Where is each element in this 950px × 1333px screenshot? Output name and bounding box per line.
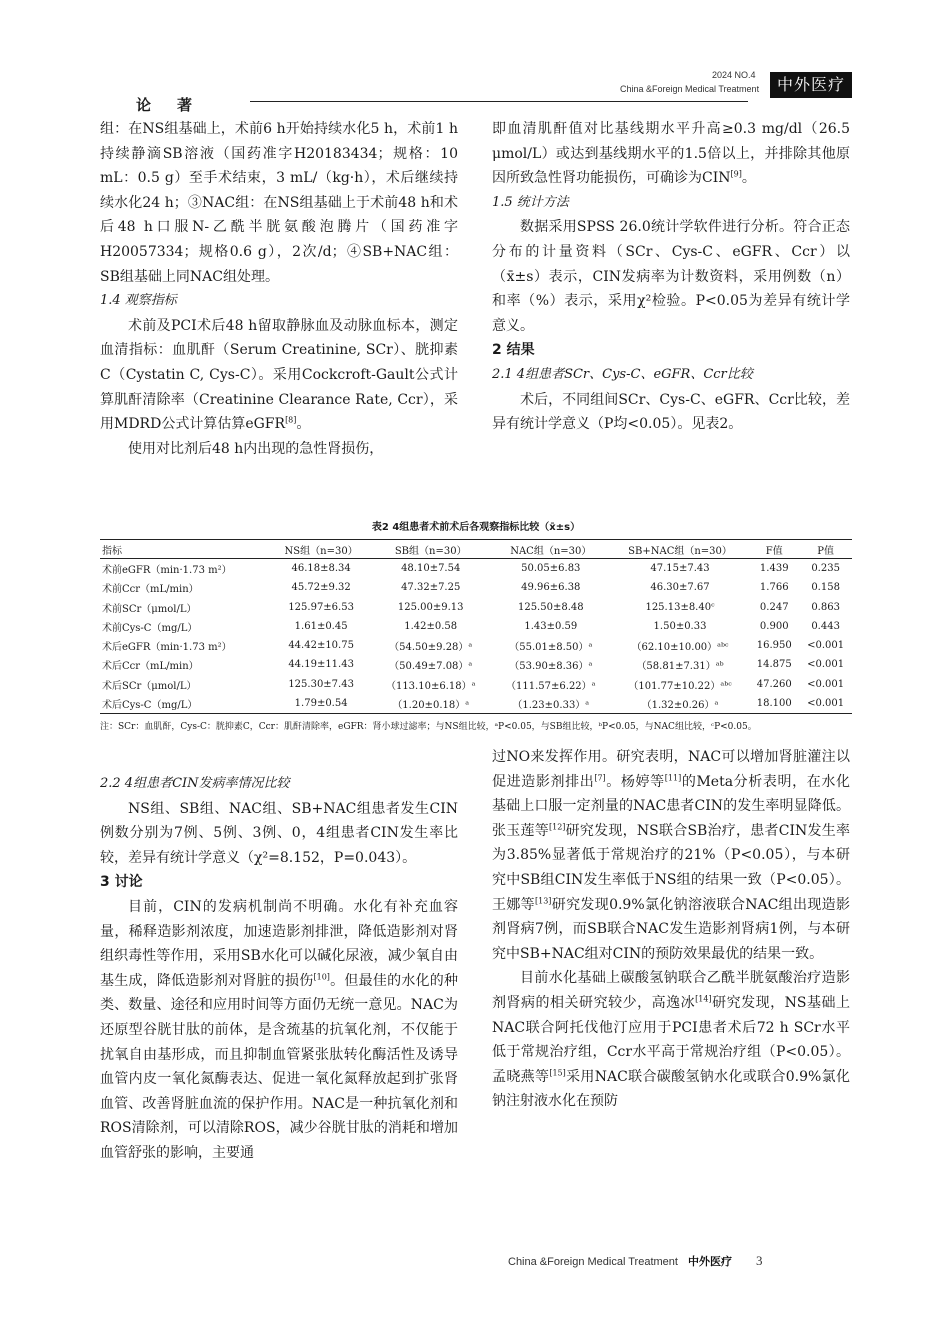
citation: [9] [730, 169, 742, 179]
paragraph-text: 研究发现，NS联合SB治疗，患者CIN发生率为3.85%显著低于常规治疗的21%（P<0.05），与本研究中SB组CIN发生率低于NS组的结果一致（P<0.05）。王娜等 [492, 822, 851, 913]
table-header-cell: SB+NAC组（n=30） [628, 545, 732, 557]
table-note: 注：SCr：血肌酐，Cys-C：胱抑素C，Ccr：肌酐清除率，eGFR：肾小球过滤率；与NS组比较，ᵃP<0.05，与SB组比较，ᵇP<0.05，与NAC组比较，ᶜP<0.05。 [100, 721, 757, 732]
table-cell: （111.57±6.22）ᵃ [506, 680, 596, 692]
table-cell: 1.61±0.45 [294, 620, 348, 632]
table-cell: （53.90±8.36）ᵃ [509, 661, 593, 673]
table-row-label: 术前Ccr（mL/min） [102, 584, 199, 596]
table-cell: 125.00±9.13 [397, 601, 464, 613]
table-header-cell: NAC组（n=30） [510, 545, 592, 557]
table-cell: 47.32±7.25 [401, 582, 461, 594]
paragraph-aki-definition: 使用对比剂后48 h内出现的急性肾损伤， [128, 440, 384, 457]
heading-3: 3 讨论 [100, 874, 143, 891]
table-row-label: 术后eGFR（min·1.73 m²） [102, 642, 232, 654]
heading-2-1: 2.1 4组患者SCr、Cys-C、eGFR、Ccr比较 [492, 366, 753, 382]
table-body [100, 559, 852, 713]
year-issue: 2024 NO.4 [712, 70, 756, 80]
journal-logo: 中外医疗 [770, 72, 852, 98]
paragraph-text: 术前及PCI术后48 h留取静脉血及动脉血标本，测定血清指标：血肌酐（Serum Creatinine, SCr）、胱抑素C（Cystatin C, Cys-C）。采用Cockcroft-Gault公式计算肌酐清除率（Creatinine Clearance Rate, Ccr），采用MDRD公式计算估算eGFR [100, 317, 458, 433]
citation: [14] [695, 994, 712, 1004]
paragraph-text: 。杨婷等 [605, 773, 665, 790]
table-cell: 46.18±8.34 [291, 563, 351, 575]
table-cell: 45.72±9.32 [291, 582, 351, 594]
table-cell: （62.10±10.00）ᵃᵇᶜ [631, 642, 729, 654]
table-cell: 0.443 [811, 620, 840, 632]
heading-1-5: 1.5 统计方法 [492, 194, 569, 210]
table-caption: 表2 4组患者术前术后各观察指标比较（x̄±s） [371, 522, 581, 533]
table-row-label: 术前eGFR（min·1.73 m²） [102, 565, 232, 577]
citation: [13] [535, 895, 552, 905]
table-cell: 44.42±10.75 [288, 640, 354, 652]
table-cell: （54.50±9.28）ᵃ [389, 642, 473, 654]
paragraph-text: 的Meta分析表明，在水化基础上口服一定剂量的NAC患者CIN的发生率明显降低。张玉莲等 [492, 773, 851, 839]
table-header-row [100, 540, 852, 559]
table-cell: 16.950 [756, 640, 792, 652]
table-cell: 46.30±7.67 [650, 582, 710, 594]
table-row-label: 术前SCr（μmol/L） [102, 603, 197, 615]
table-row-label: 术后Ccr（mL/min） [102, 661, 199, 673]
citation: [11] [664, 772, 682, 782]
paragraph-text: 即血清肌酐值对比基线期水平升高≥0.3 mg/dl（26.5 μmol/L）或达到基线期水平的1.5倍以上，并排除其他原因所致急性肾功能损伤，可确诊为CIN [492, 121, 850, 187]
paragraph-text: 。但最佳的水化的种类、数量、途径和应用时间等方面仍无统一意见。NAC为还原型谷胱甘肽的前体，是含巯基的抗氧化剂，不仅能于扰氧自由基形成，而且抑制血管紧张肽转化酶活性及诱导血管内皮一氧化氮酶表达、促进一氧化氮释放起到扩张肾血管、改善肾脏血流的保护作用。NAC是一种抗氧化剂和ROS清除剂，可以清除ROS，减少谷胱甘肽的消耗和增加血管舒张的影响，主要通 [100, 972, 459, 1161]
paragraph-text: 研究发现，NS基础上NAC联合阿托伐他汀应用于PCI患者术后72 h SCr水平低于常规治疗组，Ccr水平高于常规治疗组（P<0.05）。孟晓燕等 [492, 994, 851, 1085]
paragraph-text: 研究发现0.9%氯化钠溶液联合NAC组出现造影剂肾病7例，而SB联合NAC发生造影剂肾病1例，与本研究中SB+NAC组对CIN的预防效果最优的结果一致。 [492, 896, 851, 962]
left-column-top [100, 117, 458, 461]
table-row [100, 559, 852, 578]
table-cell: <0.001 [807, 678, 845, 690]
paragraph-text: 过NO来发挥作用。研究表明，NAC可以增加肾脏灌注以促进造影剂排出 [492, 749, 850, 790]
paragraph-statistics: 数据采用SPSS 26.0统计学软件进行分析。符合正态分布的计量资料（SCr、Cys-C、eGFR、Ccr）以（x̄±s）表示，CIN发病率为计数资料，采用例数（n）和率（%）表示，采用χ²检验。P<0.05为差异有统计学意义。 [492, 219, 850, 334]
table-header-cell: 指标 [102, 545, 122, 557]
table-cell: 1.439 [759, 563, 789, 575]
table-cell: 0.235 [811, 563, 840, 575]
paragraph-cin-definition [492, 117, 850, 191]
table-cell: 47.260 [756, 678, 792, 690]
table-cell: 1.766 [759, 582, 789, 594]
table-cell: <0.001 [807, 640, 845, 652]
citation: [8] [285, 415, 297, 425]
paragraph-text: 目前水化基础上碳酸氢钠联合乙酰半胱氨酸治疗造影剂肾病的相关研究较少，高逸冰 [492, 970, 850, 1011]
header-rule [250, 101, 748, 102]
table-cell: 1.43±0.59 [524, 620, 578, 632]
section-label: 论著 [136, 96, 219, 114]
paragraph-cin-incidence: NS组、SB组、NAC组、SB+NAC组患者发生CIN例数分别为7例、5例、3例、0，4组患者CIN发生率比较，差异有统计学意义（χ²=8.152，P=0.043）。 [100, 800, 458, 866]
table-row [100, 578, 852, 597]
table-row-label: 术后SCr（μmol/L） [102, 680, 197, 692]
paragraph-indicators [100, 314, 458, 437]
table-row [100, 597, 852, 616]
table-cell: （1.23±0.33）ᵃ [512, 699, 590, 711]
table-cell: （1.32±0.26）ᵃ [641, 699, 719, 711]
footer-journal-en: China &Foreign Medical Treatment [508, 1256, 678, 1268]
table-cell: 48.10±7.54 [401, 563, 461, 575]
table-cell: 0.158 [811, 582, 840, 594]
table-cell: <0.001 [807, 659, 845, 671]
right-column-top [492, 117, 850, 437]
table-cell: 14.875 [756, 659, 792, 671]
table-row [100, 675, 852, 694]
paragraph-results: 术后，不同组间SCr、Cys-C、eGFR、Ccr比较，差异有统计学意义（P均<0.05）。见表2。 [492, 391, 850, 433]
table-cell: 125.97±6.53 [288, 601, 354, 613]
table-cell: <0.001 [807, 697, 845, 709]
table-cell: 0.247 [759, 601, 789, 613]
page-header [100, 64, 852, 114]
table-header-cell: P值 [817, 545, 834, 557]
paragraph-text: 。 [296, 416, 311, 433]
table-cell: 125.13±8.40ᶜ [645, 601, 715, 613]
table-cell: 1.42±0.58 [404, 620, 458, 632]
results-table [100, 539, 852, 714]
citation: [10] [313, 972, 330, 982]
table-cell: （50.49±7.08）ᵃ [389, 661, 473, 673]
heading-2-2: 2.2 4组患者CIN发病率情况比较 [100, 776, 290, 791]
footer-journal-cn: 中外医疗 [687, 1255, 732, 1268]
table-cell: 125.30±7.43 [288, 678, 354, 690]
table-row-label: 术前Cys-C（mg/L） [102, 622, 198, 634]
heading-2: 2 结果 [492, 342, 535, 359]
table-cell: （101.77±10.22）ᵃᵇᶜ [628, 680, 732, 692]
table-cell: 18.100 [756, 697, 792, 709]
paragraph-text: 。 [741, 170, 756, 187]
table-cell: （58.81±7.31）ᵃᵇ [636, 661, 724, 673]
table-header-cell: NS组（n=30） [284, 545, 358, 557]
paragraph-discussion [100, 895, 458, 1166]
table-cell: 44.19±11.43 [288, 659, 354, 671]
table-cell: 125.50±8.48 [517, 601, 584, 613]
table-row [100, 655, 852, 674]
table-header-cell: SB组（n=30） [394, 545, 467, 557]
paragraph-current-research [492, 966, 850, 1114]
table-header-cell: F值 [765, 545, 783, 557]
table-cell: （113.10±6.18）ᵃ [385, 680, 476, 692]
heading-1-4: 1.4 观察指标 [100, 293, 177, 309]
table-row [100, 694, 852, 713]
table-cell: 0.863 [811, 601, 840, 613]
table-cell: 0.900 [759, 620, 789, 632]
table-row-label: 术后Cys-C（mg/L） [102, 699, 198, 711]
table-cell: 1.79±0.54 [294, 697, 348, 709]
paragraph-text: 目前，CIN的发病机制尚不明确。水化有补充血容量，稀释造影剂浓度，加速造影剂排泄，降低造影剂对肾组织毒性等作用，采用SB水化可以碱化尿液，减少氧自由基生成，降低造影剂对肾脏的损伤 [100, 898, 458, 989]
table-cell: 49.96±6.38 [521, 582, 581, 594]
table-cell: 1.50±0.33 [653, 620, 707, 632]
paragraph-discussion-cont [492, 745, 850, 966]
page-footer [508, 1253, 762, 1269]
table-cell: （1.20±0.18）ᵃ [392, 699, 470, 711]
page-number: 3 [755, 1253, 763, 1268]
paragraph-text: 采用NAC联合碳酸氢钠水化或联合0.9%氯化钠注射液水化在预防 [492, 1068, 851, 1110]
right-column-bottom [492, 745, 850, 1114]
table-cell: 50.05±6.83 [521, 563, 581, 575]
citation: [7] [594, 772, 606, 782]
table-cell: （55.01±8.50）ᵃ [509, 642, 593, 654]
left-column-bottom [100, 772, 458, 1166]
table-cell: 47.15±7.43 [650, 563, 710, 575]
table-row [100, 636, 852, 655]
paragraph-methods-groups: 组：在NS组基础上，术前6 h开始持续水化5 h，术前1 h持续静滴SB溶液（国药准字H20183434；规格：10 mL：0.5 g）至手术结束，3 mL/（kg·h），术后继续持续水化24 h；③NAC组：在NS组基础上于术前48 h和术后48 h口服N-乙酰半胱氨酸泡腾片（国药准字H20057334；规格0.6 g），2次/d；④SB+NAC组：SB组基础上同NAC组处理。 [100, 121, 458, 285]
citation: [12] [548, 822, 566, 832]
journal-name-en: China &Foreign Medical Treatment [620, 84, 760, 94]
table-2 [100, 518, 852, 736]
citation: [15] [549, 1068, 566, 1078]
table-row [100, 617, 852, 636]
